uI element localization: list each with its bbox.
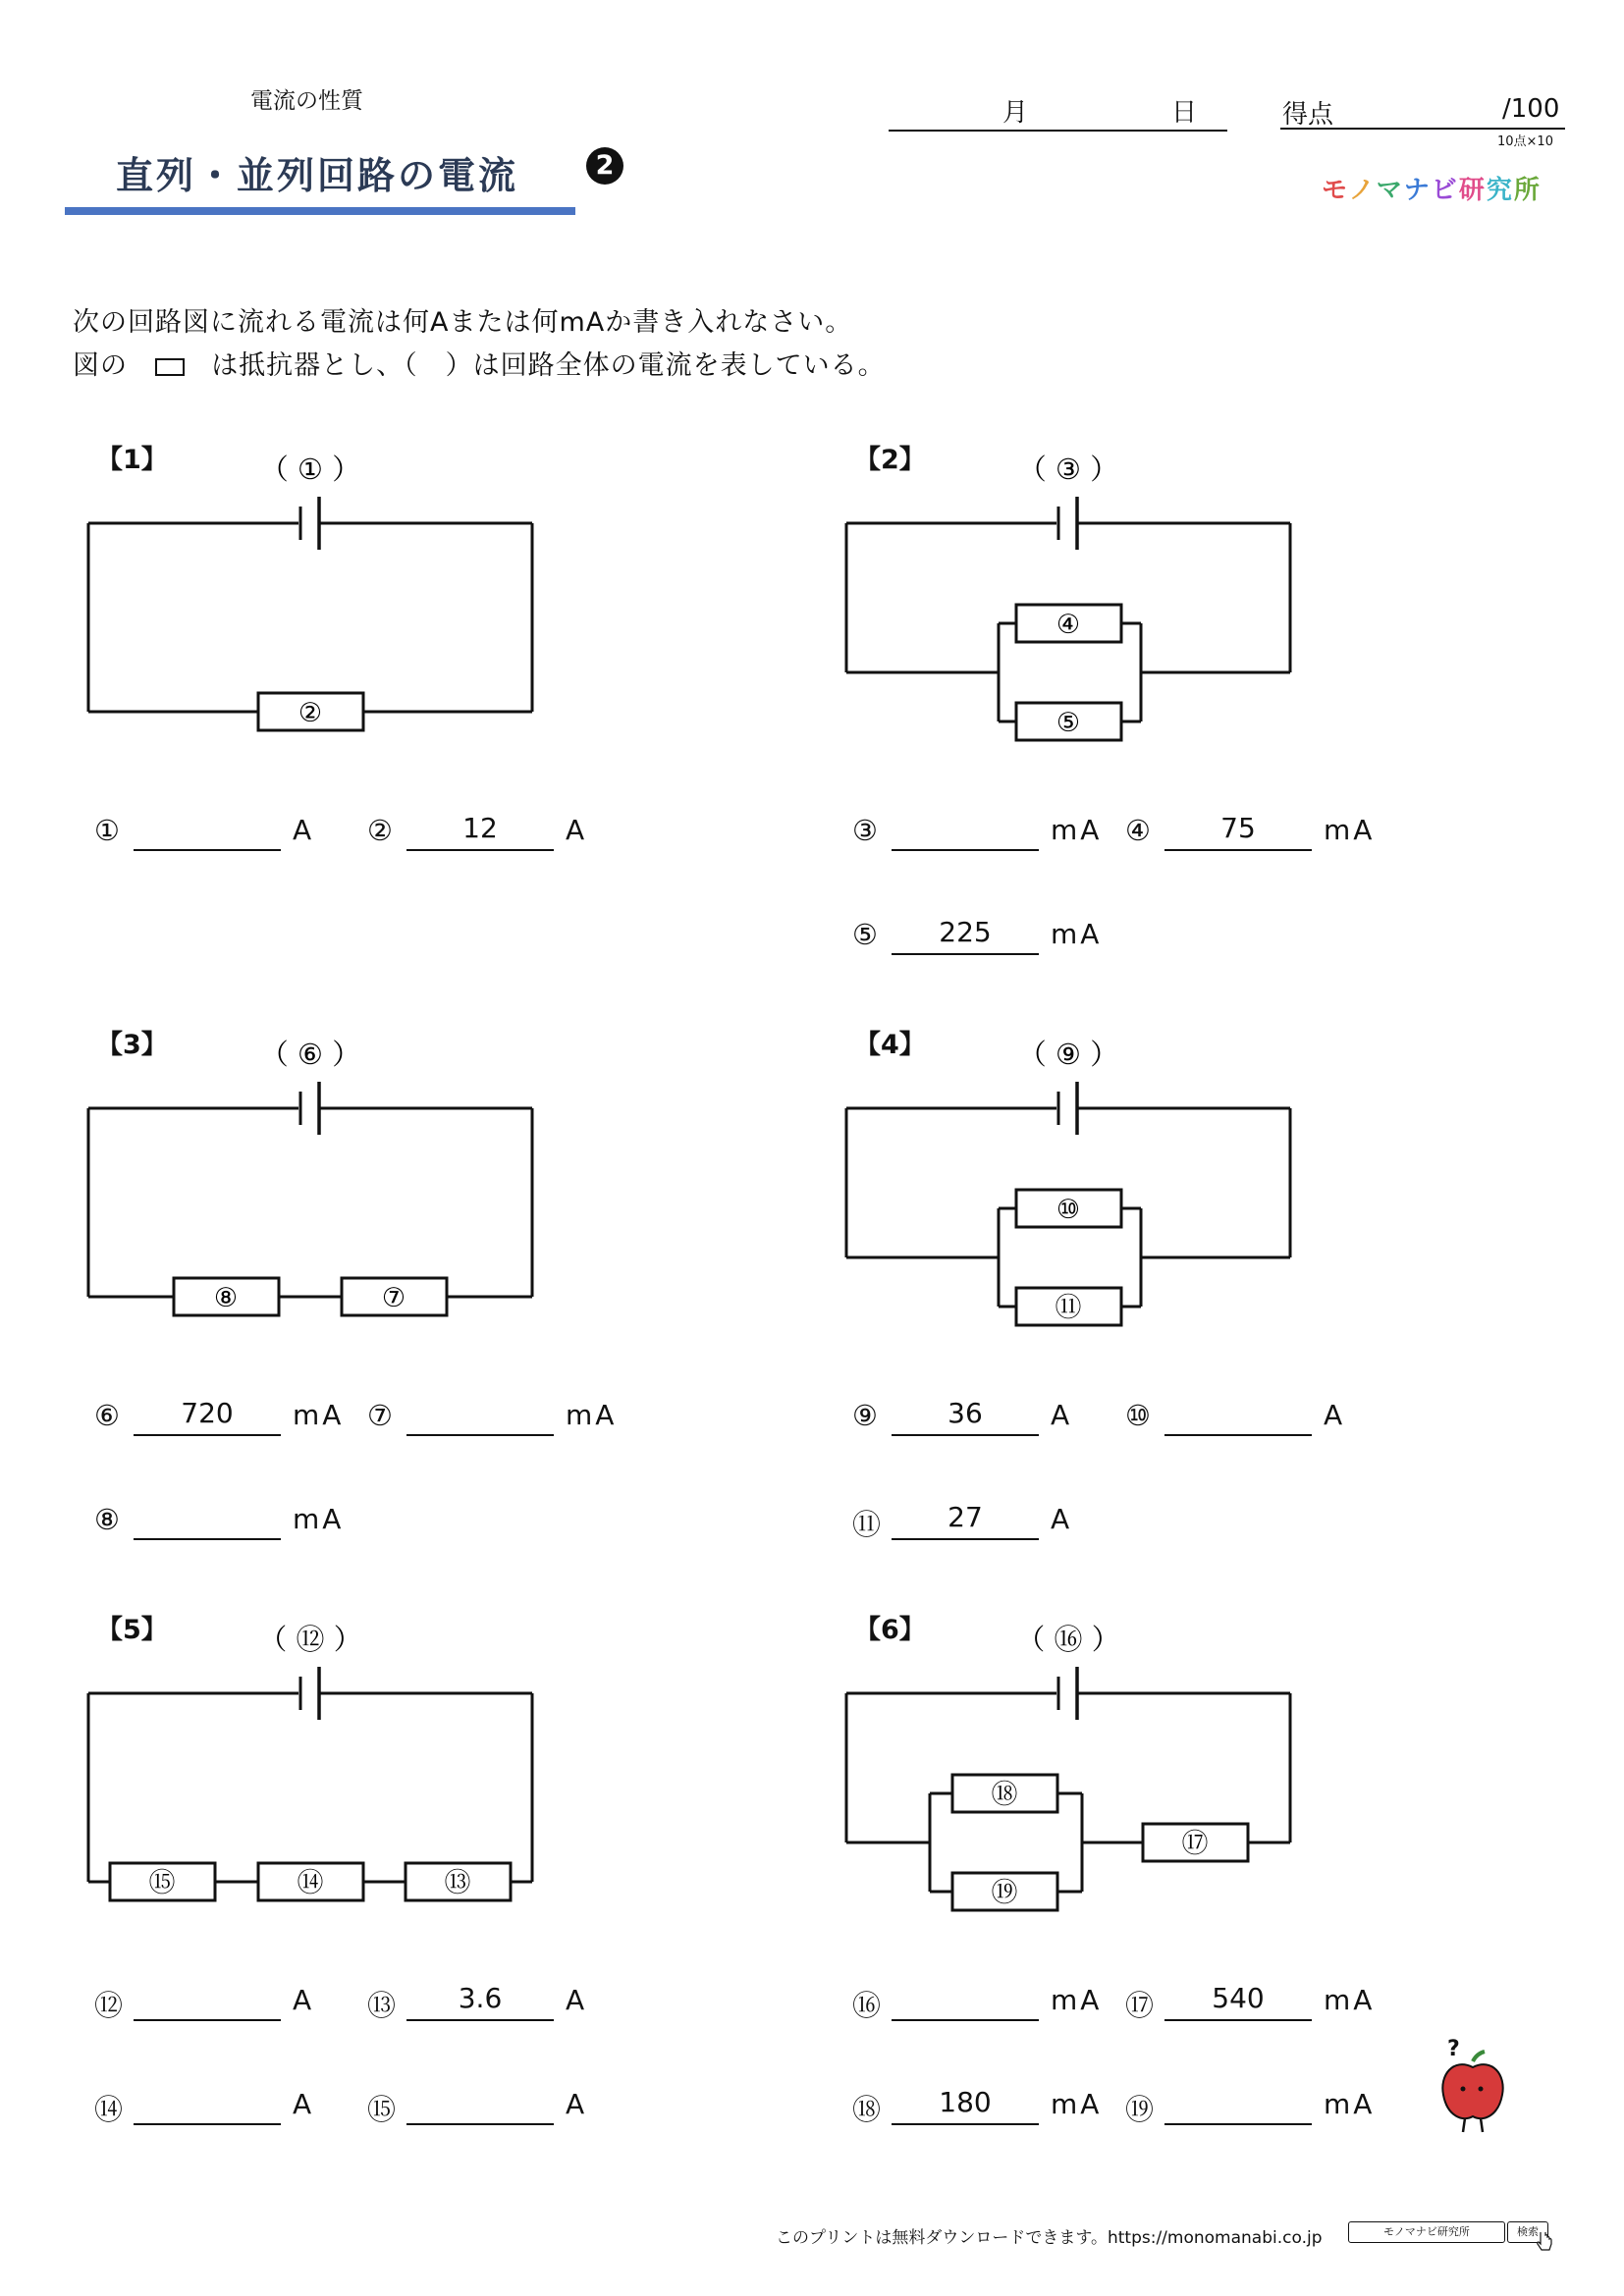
svg-text:?: ? (1447, 2037, 1460, 2061)
resistor-label: ⑲ (991, 1878, 1018, 1908)
resistor-label: ⑩ (1056, 1195, 1081, 1225)
answer-value[interactable]: 180 (939, 2086, 992, 2118)
answer-line (1164, 2019, 1312, 2021)
circuit-diagram-4 (837, 1037, 1308, 1341)
resistor-label: ② (298, 698, 323, 728)
answer-symbol: ⑯ (852, 1989, 882, 2022)
apple-mascot-icon (1434, 2032, 1512, 2144)
answer-symbol: ② (367, 814, 393, 847)
problem-6-title: 【6】 (854, 1615, 926, 1645)
circuit-diagram-1 (79, 452, 550, 746)
answer-line (406, 2123, 554, 2125)
answer-value[interactable]: 12 (462, 812, 498, 844)
footer-download-note: このプリントは無料ダウンロードできます。https://monomanabi.co.jp (776, 2228, 1323, 2248)
date-month-label: 月 (1002, 98, 1029, 128)
resistor-label: ⑤ (1056, 708, 1081, 738)
total-current-label: （ ③ ） (1017, 453, 1119, 486)
answer-unit: mA (293, 1399, 345, 1431)
answer-value[interactable]: 540 (1212, 1982, 1265, 2014)
answer-value[interactable]: 3.6 (458, 1982, 503, 2014)
answer-line (134, 1538, 281, 1540)
answer-symbol: ④ (1125, 814, 1151, 847)
answer-unit: mA (566, 1399, 618, 1431)
answer-value[interactable]: 75 (1220, 812, 1256, 844)
score-field-line (1280, 128, 1565, 130)
problem-4-title: 【4】 (854, 1030, 926, 1060)
answer-line (892, 1538, 1039, 1540)
answer-line (1164, 1434, 1312, 1436)
answer-line (1164, 849, 1312, 851)
answer-symbol: ③ (852, 814, 878, 847)
answer-unit: mA (1324, 2088, 1376, 2120)
hand-cursor-icon (1536, 2232, 1553, 2258)
problem-5-title: 【5】 (96, 1615, 168, 1645)
answer-line (406, 1434, 554, 1436)
answer-line (892, 2123, 1039, 2125)
answer-value[interactable]: 225 (939, 916, 992, 948)
answer-symbol: ⑥ (94, 1399, 120, 1432)
instruction-line-1: 次の回路図に流れる電流は何Aまたは何mAか書き入れなさい。 (73, 307, 853, 338)
worksheet-number-badge: 2 (586, 147, 623, 185)
answer-line (892, 849, 1039, 851)
instruction-line-2b: は抵抗器とし、（ ）は回路全体の電流を表している。 (211, 350, 886, 381)
answer-symbol: ⑧ (94, 1503, 120, 1536)
answer-line (1164, 2123, 1312, 2125)
answer-value[interactable]: 720 (181, 1397, 234, 1429)
answer-symbol: ⑲ (1125, 2093, 1155, 2126)
circuit-diagram-3 (79, 1037, 550, 1331)
total-current-label: （ ⑨ ） (1017, 1038, 1119, 1071)
answer-unit: mA (293, 1503, 345, 1535)
instruction-line-2a: 図の (73, 350, 128, 381)
answer-symbol: ⑭ (94, 2093, 124, 2126)
date-field-line (889, 130, 1227, 132)
answer-unit: A (566, 2088, 588, 2120)
answer-line (406, 849, 554, 851)
answer-symbol: ⑫ (94, 1989, 124, 2022)
resistor-label: ⑪ (1055, 1293, 1082, 1323)
answer-unit: A (293, 814, 315, 846)
answer-symbol: ① (94, 814, 120, 847)
answer-symbol: ⑮ (367, 2093, 397, 2126)
circuit-diagram-6 (837, 1622, 1308, 1926)
score-note: 10点×10 (1497, 134, 1553, 149)
answer-symbol: ⑬ (367, 1989, 397, 2022)
date-day-label: 日 (1171, 98, 1198, 128)
total-current-label: （ ① ） (259, 453, 361, 486)
problem-1-title: 【1】 (96, 445, 168, 475)
answer-line (892, 953, 1039, 955)
answer-unit: A (566, 814, 588, 846)
answer-unit: A (293, 1984, 315, 2016)
answer-symbol: ⑦ (367, 1399, 393, 1432)
answer-line (892, 2019, 1039, 2021)
problem-3-title: 【3】 (96, 1030, 168, 1060)
footer-search-box[interactable]: モノマナビ研究所 (1348, 2221, 1505, 2243)
resistor-label: ⑦ (381, 1283, 406, 1313)
answer-unit: mA (1051, 1984, 1103, 2016)
answer-line (134, 1434, 281, 1436)
answer-symbol: ⑰ (1125, 1989, 1155, 2022)
answer-line (406, 2019, 554, 2021)
resistor-label: ⑱ (991, 1780, 1018, 1810)
resistor-label: ⑧ (213, 1283, 239, 1313)
score-label: 得点 (1282, 100, 1334, 130)
brand-logo: モノマナビ研究所 (1322, 176, 1542, 205)
answer-value[interactable]: 36 (947, 1397, 983, 1429)
total-current-label: （ ⑥ ） (259, 1038, 361, 1071)
answer-symbol: ⑪ (852, 1508, 882, 1541)
total-current-label: （ ⑯ ） (1016, 1623, 1120, 1656)
answer-unit: mA (1051, 918, 1103, 950)
title-underline (65, 207, 575, 215)
answer-unit: mA (1051, 814, 1103, 846)
resistor-label: ⑮ (148, 1868, 176, 1898)
score-total: /100 (1502, 94, 1560, 124)
answer-unit: A (293, 2088, 315, 2120)
answer-unit: A (1324, 1399, 1346, 1431)
footer-search-button[interactable]: 検索 (1507, 2221, 1548, 2243)
answer-symbol: ⑨ (852, 1399, 878, 1432)
answer-line (134, 2019, 281, 2021)
worksheet-subtitle: 電流の性質 (250, 88, 363, 114)
answer-unit: mA (1324, 814, 1376, 846)
worksheet-title: 直列・並列回路の電流 (116, 154, 519, 197)
circuit-diagram-2 (837, 452, 1308, 756)
instruction-line-2 (73, 344, 886, 382)
resistor-label: ⑬ (444, 1868, 471, 1898)
answer-unit: A (566, 1984, 588, 2016)
answer-line (892, 1434, 1039, 1436)
answer-symbol: ⑤ (852, 918, 878, 951)
resistor-label: ⑰ (1181, 1829, 1209, 1859)
answer-symbol: ⑱ (852, 2093, 882, 2126)
total-current-label: （ ⑫ ） (258, 1623, 362, 1656)
answer-unit: A (1051, 1503, 1073, 1535)
answer-line (134, 2123, 281, 2125)
answer-value[interactable]: 27 (947, 1501, 983, 1533)
problem-2-title: 【2】 (854, 445, 926, 475)
answer-unit: mA (1324, 1984, 1376, 2016)
circuit-diagram-5 (79, 1622, 550, 1916)
resistor-label: ⑭ (297, 1868, 324, 1898)
answer-line (134, 849, 281, 851)
answer-unit: mA (1051, 2088, 1103, 2120)
answer-unit: A (1051, 1399, 1073, 1431)
answer-symbol: ⑩ (1125, 1399, 1151, 1432)
resistor-symbol-icon (155, 358, 185, 376)
resistor-label: ④ (1056, 610, 1081, 640)
